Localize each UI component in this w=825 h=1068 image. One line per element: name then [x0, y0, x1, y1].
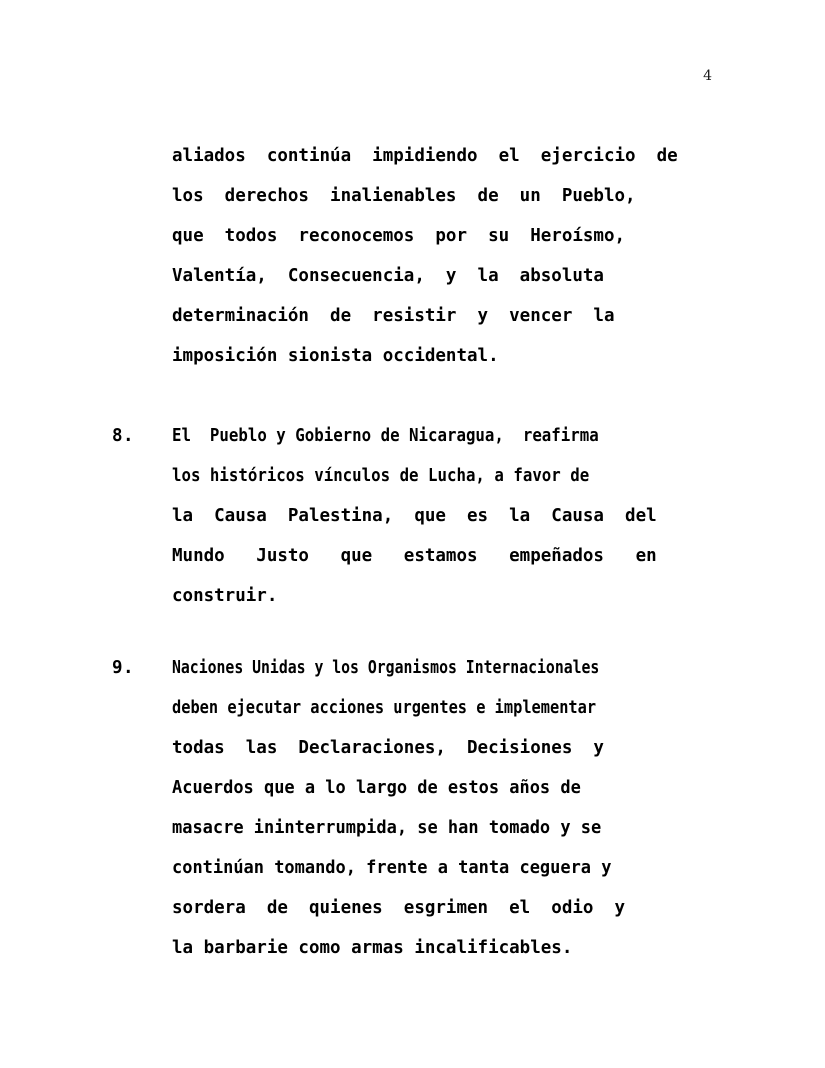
- text-line: construir.: [172, 586, 278, 606]
- text-line: continúan tomando, frente a tanta ceguera y: [172, 858, 612, 878]
- paragraph-8: [0, 416, 825, 616]
- text-line: masacre ininterrumpida, se han tomado y se: [172, 818, 602, 838]
- text-line: la barbarie como armas incalificables.: [172, 938, 573, 958]
- text-line: deben ejecutar acciones urgentes e implementar: [172, 698, 597, 718]
- text-line: que todos reconocemos por su Heroísmo,: [172, 226, 626, 246]
- paragraph-7-continuation: [0, 136, 825, 376]
- text-line: Naciones Unidas y los Organismos Internacionales: [172, 658, 600, 678]
- document-body: [0, 136, 825, 968]
- text-line: El Pueblo y Gobierno de Nicaragua, reafirma: [172, 426, 599, 446]
- paragraph-lines: [0, 648, 825, 968]
- paragraph-spacer: [0, 376, 825, 416]
- text-line: Mundo Justo que estamos empeñados en: [172, 546, 657, 566]
- text-line: Acuerdos que a lo largo de estos años de: [172, 778, 581, 798]
- list-marker-8: 8.: [112, 426, 135, 446]
- text-line: la Causa Palestina, que es la Causa del: [172, 506, 657, 526]
- paragraph-9: [0, 648, 825, 968]
- paragraph-lines: [0, 136, 825, 376]
- text-line: Valentía, Consecuencia, y la absoluta: [172, 266, 604, 286]
- text-line: aliados continúa impidiendo el ejercicio de: [172, 146, 678, 166]
- text-line: todas las Declaraciones, Decisiones y: [172, 738, 604, 758]
- text-line: sordera de quienes esgrimen el odio y: [172, 898, 626, 918]
- text-line: imposición sionista occidental.: [172, 346, 499, 366]
- text-line: determinación de resistir y vencer la: [172, 306, 615, 326]
- paragraph-spacer: [0, 616, 825, 648]
- text-line: los derechos inalienables de un Pueblo,: [172, 186, 636, 206]
- page-number: 4: [703, 68, 712, 84]
- list-marker-9: 9.: [112, 658, 135, 678]
- text-line: los históricos vínculos de Lucha, a favor de: [172, 466, 590, 486]
